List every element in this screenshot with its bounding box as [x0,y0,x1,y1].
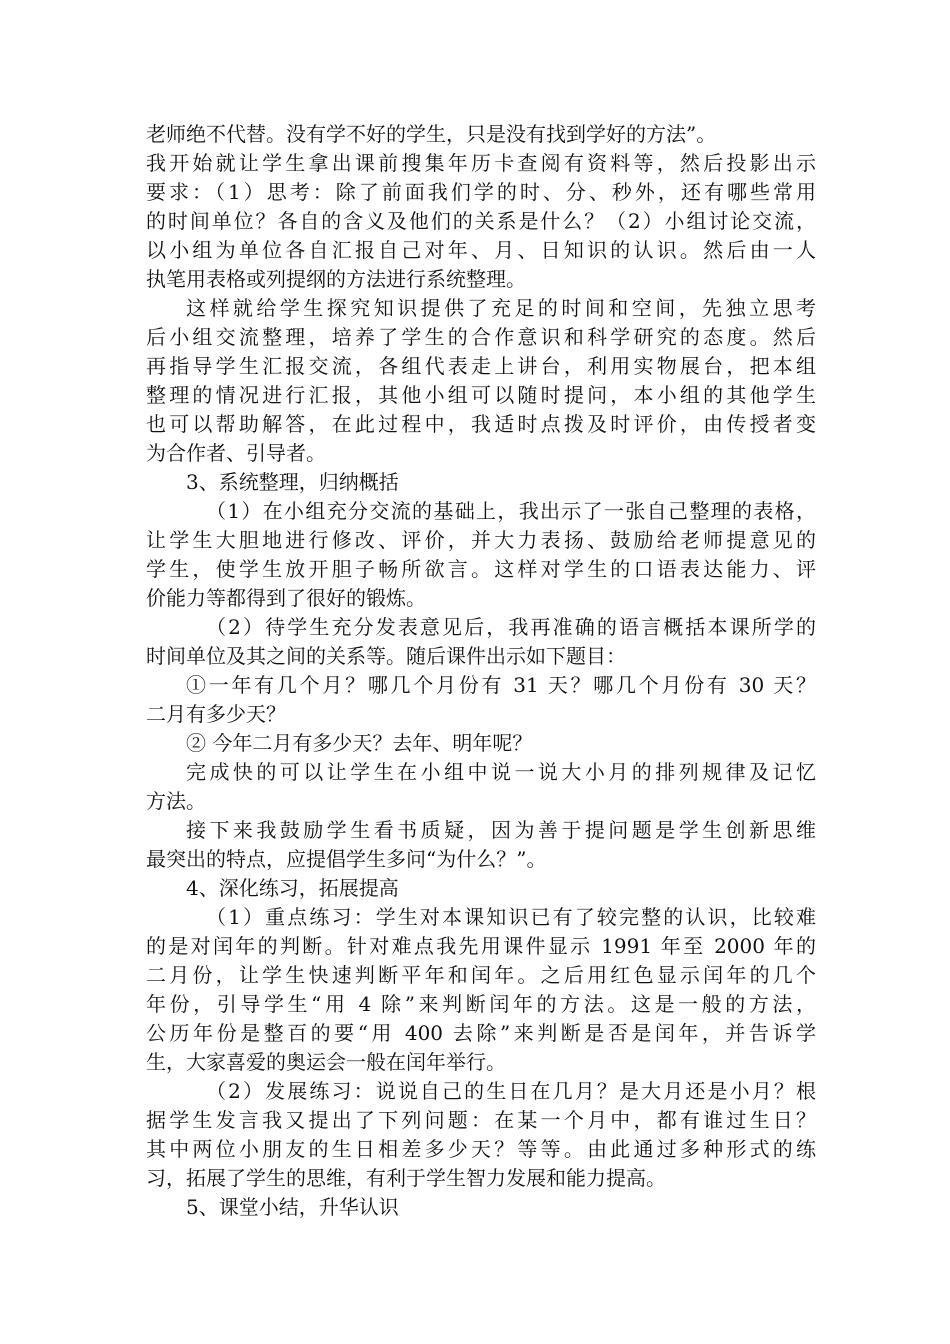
text-line: （1）在小组充分交流的基础上，我出示了一张自己整理的表格， [206,499,816,523]
text-line: 老师绝不代替。没有学不好的学生，只是没有找到学好的方法”。 [146,122,717,146]
text-line: 习，拓展了学生的思维，有利于学生智力发展和能力提高。 [146,1166,666,1190]
text-line: 据学生发言我又提出了下列问题：在某一个月中，都有谁过生日？ [146,1108,816,1132]
text-line: 整理的情况进行汇报，其他小组可以随时提问，本小组的其他学生 [146,383,816,407]
text-line: 这样就给学生探究知识提供了充足的时间和空间，先独立思考 [186,296,816,320]
text-line: 学生，使学生放开胆子畅所欲言。这样对学生的口语表达能力、评 [146,557,816,581]
section-heading: 5、课堂小结，升华认识 [186,1195,399,1219]
text-line: 最突出的特点，应提倡学生多问“为什么？”。 [146,847,547,871]
text-line: 方法。 [146,789,206,813]
text-line: 公历年份是整百的要“用 400 去除”来判断是否是闰年，并告诉学 [146,1021,816,1045]
document-body [146,120,816,1222]
text-line: 生，大家喜爱的奥运会一般在闰年举行。 [146,1050,506,1074]
text-line: 执笔用表格或列提纲的方法进行系统整理。 [146,267,526,291]
text-line: 时间单位及其之间的关系等。随后课件出示如下题目： [146,644,626,668]
text-line: 完成快的可以让学生在小组中说一说大小月的排列规律及记忆 [186,760,816,784]
text-line: 其中两位小朋友的生日相差多少天？等等。由此通过多种形式的练 [146,1137,816,1161]
text-line: ①一年有几个月？哪几个月份有 31 天？哪几个月份有 30 天？ [186,673,816,697]
text-line: 要求：（1）思考：除了前面我们学的时、分、秒外，还有哪些常用 [146,180,816,204]
text-line: （2）发展练习：说说自己的生日在几月？是大月还是小月？根 [206,1079,816,1103]
text-line: 再指导学生汇报交流，各组代表走上讲台，利用实物展台，把本组 [146,354,816,378]
text-line: 也可以帮助解答，在此过程中，我适时点拨及时评价，由传授者变 [146,412,816,436]
text-line: 接下来我鼓励学生看书质疑，因为善于提问题是学生创新思维 [186,818,816,842]
section-heading: 3、系统整理，归纳概括 [186,470,399,494]
text-line: ② 今年二月有多少天？去年、明年呢？ [186,731,533,755]
text-line: 的是对闰年的判断。针对难点我先用课件显示 1991 年至 2000 年的 [146,934,816,958]
text-line: （2）待学生充分发表意见后，我再准确的语言概括本课所学的 [206,615,816,639]
text-line: （1）重点练习：学生对本课知识已有了较完整的认识，比较难 [206,905,816,929]
text-line: 后小组交流整理，培养了学生的合作意识和科学研究的态度。然后 [146,325,816,349]
text-line: 我开始就让学生拿出课前搜集年历卡查阅有资料等，然后投影出示 [146,151,816,175]
text-line: 让学生大胆地进行修改、评价，并大力表扬、鼓励给老师提意见的 [146,528,816,552]
text-line: 的时间单位？各自的含义及他们的关系是什么？（2）小组讨论交流， [146,209,816,233]
text-line: 以小组为单位各自汇报自己对年、月、日知识的认识。然后由一人 [146,238,816,262]
text-line: 价能力等都得到了很好的锻炼。 [146,586,426,610]
text-line: 二月有多少天？ [146,702,286,726]
section-heading: 4、深化练习，拓展提高 [186,876,399,900]
text-line: 二月份，让学生快速判断平年和闰年。之后用红色显示闰年的几个 [146,963,816,987]
text-line: 为合作者、引导者。 [146,441,326,465]
text-line: 年份，引导学生“用 4 除”来判断闰年的方法。这是一般的方法， [146,992,816,1016]
